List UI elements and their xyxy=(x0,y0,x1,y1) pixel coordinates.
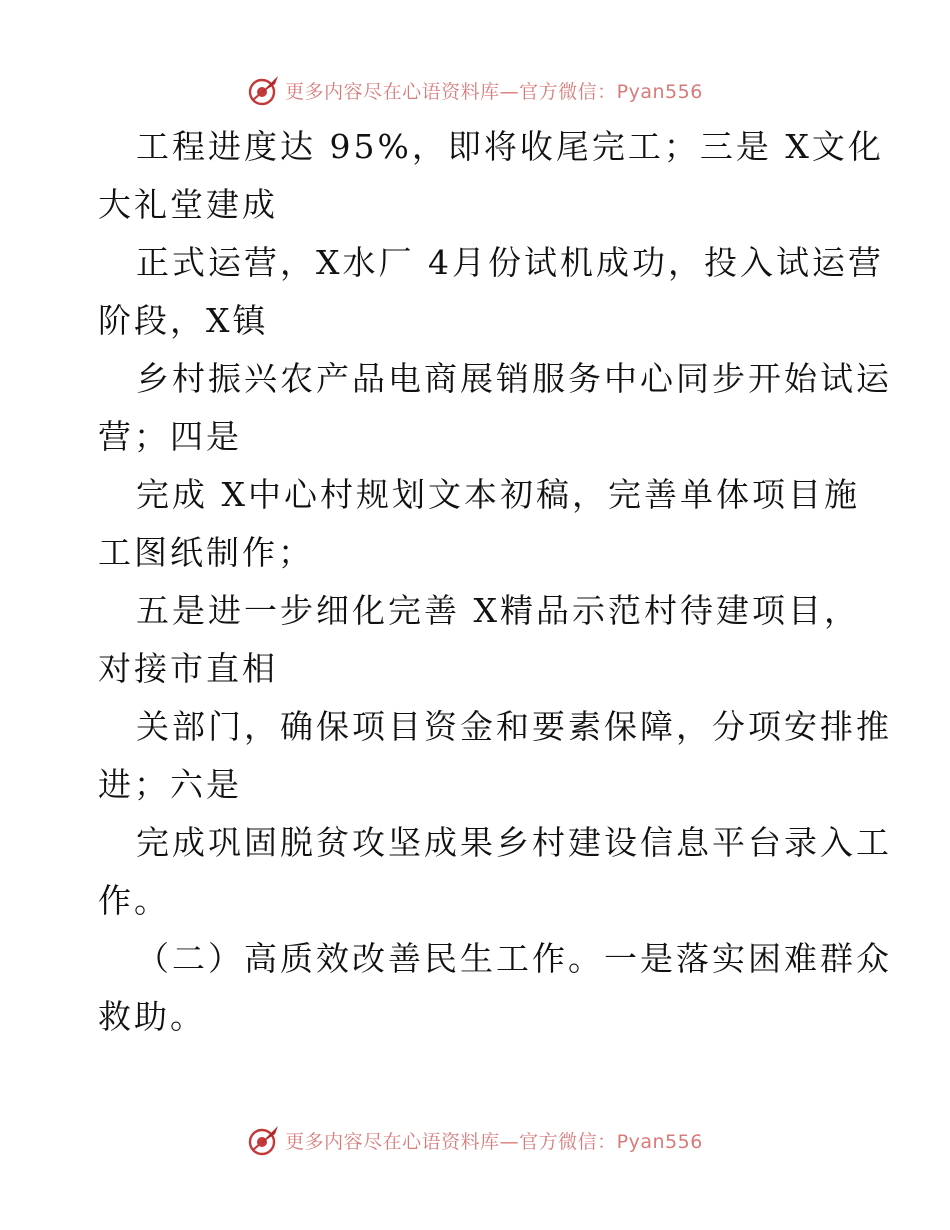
text-line: 营；四是 xyxy=(98,417,242,456)
text-line: 完成 X中心村规划文本初稿，完善单体项目施 xyxy=(136,475,860,514)
text-line: 阶段，X镇 xyxy=(98,301,269,340)
footer-watermark-text: 更多内容尽在心语资料库—官方微信：Pyan556 xyxy=(285,1130,703,1153)
text-line: 进；六是 xyxy=(98,765,242,804)
text-line: 作。 xyxy=(98,881,170,920)
text-line: 大礼堂建成 xyxy=(98,185,278,224)
text-line: （二）高质效改善民生工作。一是落实困难群众 xyxy=(136,939,892,978)
quill-logo-icon xyxy=(247,73,281,107)
text-line: 工程进度达 95%，即将收尾完工；三是 X文化 xyxy=(136,127,884,166)
text-line: 救助。 xyxy=(98,997,206,1036)
document-body xyxy=(98,118,892,1046)
text-line: 工图纸制作； xyxy=(98,533,314,572)
text-line: 完成巩固脱贫攻坚成果乡村建设信息平台录入工 xyxy=(136,823,892,862)
footer-watermark-banner xyxy=(0,1120,950,1160)
text-line: 正式运营，X水厂 4月份试机成功，投入试运营 xyxy=(136,243,884,282)
quill-logo-icon xyxy=(247,1123,281,1157)
text-line: 乡村振兴农产品电商展销服务中心同步开始试运 xyxy=(136,359,892,398)
text-line: 五是进一步细化完善 X精品示范村待建项目， xyxy=(136,591,860,630)
text-line: 对接市直相 xyxy=(98,649,278,688)
text-line: 关部门，确保项目资金和要素保障，分项安排推 xyxy=(136,707,892,746)
header-watermark-banner xyxy=(0,70,950,110)
header-watermark-text: 更多内容尽在心语资料库—官方微信：Pyan556 xyxy=(285,80,703,103)
